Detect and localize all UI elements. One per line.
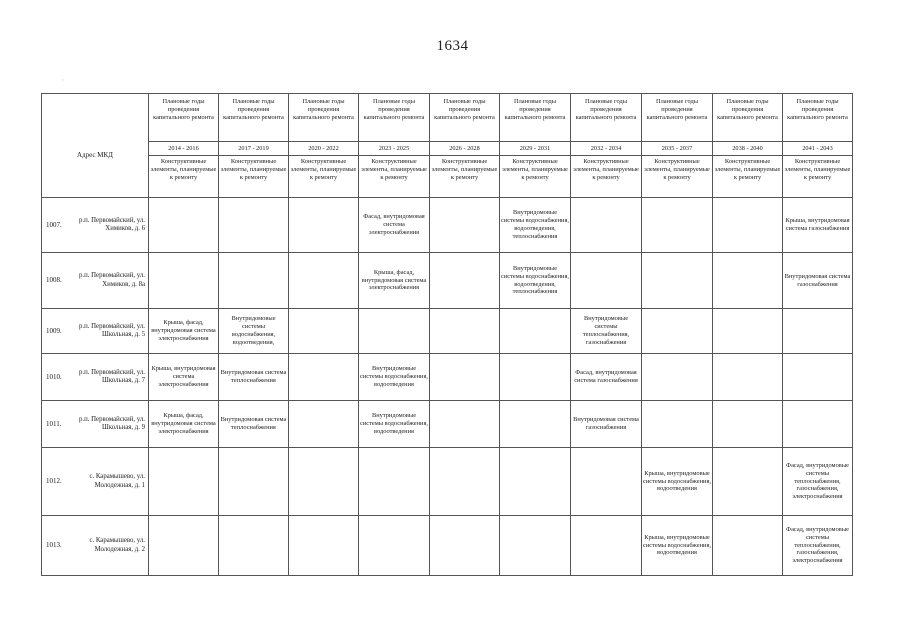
row-address: с. Карамышево, ул. Молодежная, д. 1 [69, 448, 149, 516]
table-row [42, 354, 853, 401]
row-address: р.п. Первомайский, ул. Школьная, д. 9 [69, 401, 149, 448]
repair-elements-cell [289, 253, 359, 309]
repair-elements-cell: Внутридомовая система газоснабжения [571, 401, 642, 448]
repair-elements-cell [289, 401, 359, 448]
repair-elements-cell [500, 354, 571, 401]
elements-header: Конструктивные элементы, планируемые к ремонту [359, 156, 430, 198]
repair-elements-cell [713, 253, 783, 309]
repair-elements-cell: Крыша, фасад, внутридомовая система электроснабжения [149, 401, 219, 448]
repair-elements-cell [430, 198, 500, 253]
period-header: 2017 - 2019 [219, 142, 289, 156]
repair-elements-cell [219, 253, 289, 309]
repair-elements-cell [713, 448, 783, 516]
repair-elements-cell [359, 309, 430, 354]
elements-header: Конструктивные элементы, планируемые к ремонту [642, 156, 713, 198]
page-number: 1634 [436, 38, 469, 54]
row-number: 1012. [42, 448, 69, 516]
repair-elements-cell [500, 309, 571, 354]
period-header: 2023 - 2025 [359, 142, 430, 156]
repair-elements-cell [430, 448, 500, 516]
repair-elements-cell [219, 516, 289, 576]
row-address: р.п. Первомайский, ул. Химиков, д. 6 [69, 198, 149, 253]
elements-header: Конструктивные элементы, планируемые к ремонту [289, 156, 359, 198]
repair-elements-cell [642, 198, 713, 253]
repair-elements-cell: Крыша, фасад, внутридомовая система электроснабжения [149, 309, 219, 354]
period-header: 2041 - 2043 [783, 142, 853, 156]
repair-elements-cell: Фасад, внутридомовые системы теплоснабжения, газоснабжения, электроснабжения [783, 448, 853, 516]
elements-header: Конструктивные элементы, планируемые к ремонту [219, 156, 289, 198]
repair-elements-cell: Фасад, внутридомовые системы теплоснабжения, газоснабжения, электроснабжения [783, 516, 853, 576]
repair-schedule-table [41, 93, 853, 576]
repair-elements-cell: Внутридомовые системы водоснабжения, водоотведения, теплоснабжения [500, 253, 571, 309]
repair-elements-cell: Крыша, фасад, внутридомовая система электроснабжения [359, 253, 430, 309]
period-header: 2026 - 2028 [430, 142, 500, 156]
repair-elements-cell [149, 253, 219, 309]
repair-elements-cell [713, 198, 783, 253]
elements-header: Конструктивные элементы, планируемые к ремонту [713, 156, 783, 198]
repair-elements-cell [713, 401, 783, 448]
repair-elements-cell: Внутридомовые системы водоснабжения, водоотведения, [219, 309, 289, 354]
header-row-plan [42, 94, 853, 142]
repair-elements-cell [430, 309, 500, 354]
repair-elements-cell: Фасад, внутридомовая система газоснабжения [571, 354, 642, 401]
repair-elements-cell [430, 516, 500, 576]
elements-header: Конструктивные элементы, планируемые к ремонту [783, 156, 853, 198]
repair-elements-cell [359, 448, 430, 516]
row-number: 1011. [42, 401, 69, 448]
plan-years-header: Плановые годы проведения капитального ремонта [571, 94, 642, 142]
repair-elements-cell [713, 516, 783, 576]
repair-elements-cell [713, 309, 783, 354]
repair-elements-cell [571, 448, 642, 516]
period-header: 2020 - 2022 [289, 142, 359, 156]
repair-elements-cell: Внутридомовые системы водоснабжения, водоотведения [359, 401, 430, 448]
plan-years-header: Плановые годы проведения капитального ремонта [430, 94, 500, 142]
plan-years-header: Плановые годы проведения капитального ремонта [713, 94, 783, 142]
repair-elements-cell: Крыша, внутридомовые системы водоснабжения, водоотведения [642, 448, 713, 516]
repair-elements-cell: Крыша, внутридомовая система газоснабжения [783, 198, 853, 253]
repair-elements-cell: Внутридомовые системы водоснабжения, водоотведения, теплоснабжения [500, 198, 571, 253]
row-number: 1009. [42, 309, 69, 354]
table-row [42, 448, 853, 516]
scan-speck: ` [62, 80, 64, 86]
repair-elements-cell [783, 401, 853, 448]
repair-elements-cell [430, 401, 500, 448]
repair-elements-cell [219, 448, 289, 516]
repair-elements-cell [289, 448, 359, 516]
row-number: 1010. [42, 354, 69, 401]
period-header: 2029 - 2031 [500, 142, 571, 156]
repair-elements-cell: Внутридомовые системы теплоснабжения, газоснабжения [571, 309, 642, 354]
table-row [42, 198, 853, 253]
repair-elements-cell [149, 198, 219, 253]
header-row-elements [42, 156, 853, 198]
repair-elements-cell [571, 198, 642, 253]
plan-years-header: Плановые годы проведения капитального ремонта [642, 94, 713, 142]
repair-elements-cell [430, 354, 500, 401]
repair-elements-cell [571, 516, 642, 576]
repair-elements-cell: Крыша, внутридомовая система электроснабжения [149, 354, 219, 401]
repair-elements-cell [642, 401, 713, 448]
repair-elements-cell: Фасад, внутридомовая система электроснабжения [359, 198, 430, 253]
row-number: 1013. [42, 516, 69, 576]
repair-elements-cell [642, 309, 713, 354]
repair-elements-cell [500, 401, 571, 448]
table-row [42, 401, 853, 448]
table-body [42, 94, 853, 576]
plan-years-header: Плановые годы проведения капитального ремонта [219, 94, 289, 142]
repair-elements-cell [149, 516, 219, 576]
row-address: р.п. Первомайский, ул. Школьная, д. 7 [69, 354, 149, 401]
repair-elements-cell [642, 354, 713, 401]
repair-elements-cell [642, 253, 713, 309]
repair-elements-cell [500, 448, 571, 516]
plan-years-header: Плановые годы проведения капитального ремонта [783, 94, 853, 142]
address-header: Адрес МКД [42, 94, 149, 198]
row-number: 1008. [42, 253, 69, 309]
plan-years-header: Плановые годы проведения капитального ремонта [289, 94, 359, 142]
table-row [42, 516, 853, 576]
period-header: 2038 - 2040 [713, 142, 783, 156]
repair-elements-cell [289, 309, 359, 354]
repair-elements-cell [713, 354, 783, 401]
repair-elements-cell [783, 309, 853, 354]
period-header: 2014 - 2016 [149, 142, 219, 156]
row-address: р.п. Первомайский, ул. Школьная, д. 5 [69, 309, 149, 354]
elements-header: Конструктивные элементы, планируемые к ремонту [500, 156, 571, 198]
elements-header: Конструктивные элементы, планируемые к ремонту [149, 156, 219, 198]
repair-elements-cell: Внутридомовая система газоснабжения [783, 253, 853, 309]
header-row-periods [42, 142, 853, 156]
repair-elements-cell: Внутридомовая система теплоснабжения [219, 354, 289, 401]
repair-elements-cell [359, 516, 430, 576]
repair-elements-cell [783, 354, 853, 401]
plan-years-header: Плановые годы проведения капитального ремонта [500, 94, 571, 142]
table-row [42, 309, 853, 354]
repair-elements-cell [289, 354, 359, 401]
repair-elements-cell: Внутридомовая система теплоснабжения [219, 401, 289, 448]
period-header: 2035 - 2037 [642, 142, 713, 156]
repair-elements-cell [571, 253, 642, 309]
repair-elements-cell [500, 516, 571, 576]
plan-years-header: Плановые годы проведения капитального ремонта [149, 94, 219, 142]
period-header: 2032 - 2034 [571, 142, 642, 156]
elements-header: Конструктивные элементы, планируемые к ремонту [571, 156, 642, 198]
row-address: с. Карамышево, ул. Молодежная, д. 2 [69, 516, 149, 576]
table-row [42, 253, 853, 309]
row-address: р.п. Первомайский, ул. Химиков, д. 8а [69, 253, 149, 309]
plan-years-header: Плановые годы проведения капитального ремонта [359, 94, 430, 142]
repair-elements-cell [289, 198, 359, 253]
repair-elements-cell: Внутридомовые системы водоснабжения, водоотведения [359, 354, 430, 401]
repair-elements-cell [430, 253, 500, 309]
elements-header: Конструктивные элементы, планируемые к ремонту [430, 156, 500, 198]
repair-elements-cell [219, 198, 289, 253]
repair-elements-cell [289, 516, 359, 576]
repair-elements-cell: Крыша, внутридомовые системы водоснабжения, водоотведения [642, 516, 713, 576]
repair-elements-cell [149, 448, 219, 516]
row-number: 1007. [42, 198, 69, 253]
